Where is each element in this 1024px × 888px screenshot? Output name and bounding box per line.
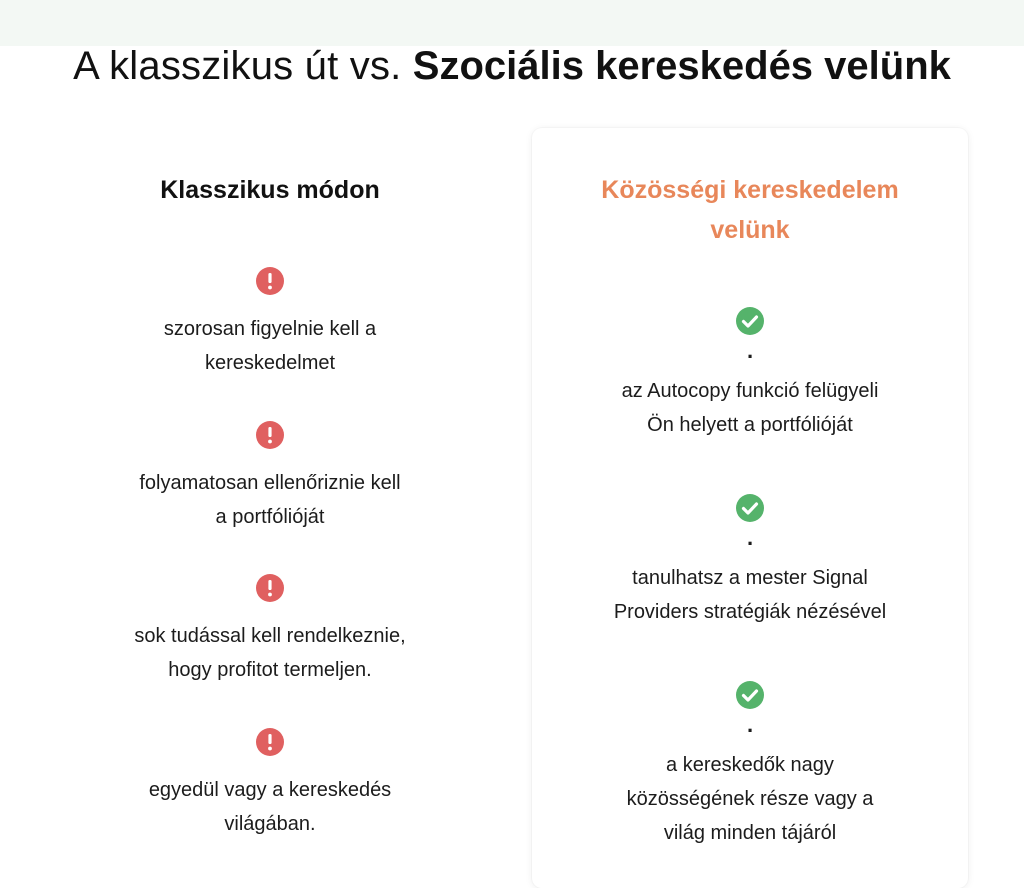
- classic-column-title: Klasszikus módon: [160, 176, 380, 204]
- classic-item-text: folyamatosan ellenőriznie kell a portfólióját: [139, 472, 401, 528]
- check-circle-icon: [735, 680, 765, 710]
- social-item: [532, 493, 968, 629]
- social-item-text: a kereskedők nagy közösségének része vagy a világ minden tájáról: [626, 754, 874, 844]
- exclamation-circle-icon: [255, 266, 285, 296]
- page-title: [0, 40, 1024, 92]
- page-title-bold: Szociális kereskedés velünk: [412, 44, 951, 88]
- social-item: [532, 680, 968, 850]
- social-item-dot: .: [746, 525, 754, 550]
- classic-item: [52, 573, 488, 687]
- social-item-text: tanulhatsz a mester Signal Providers stratégiák nézésével: [613, 567, 887, 623]
- social-item-dot: .: [746, 712, 754, 737]
- exclamation-circle-icon: [255, 420, 285, 450]
- exclamation-circle-icon: [255, 573, 285, 603]
- social-column: [532, 128, 968, 888]
- classic-item: [52, 420, 488, 534]
- classic-item-text: egyedül vagy a kereskedés világában.: [148, 779, 392, 835]
- social-item: [532, 306, 968, 442]
- page-title-light: A klasszikus út vs.: [73, 44, 413, 88]
- exclamation-circle-icon: [255, 727, 285, 757]
- classic-item: [52, 727, 488, 841]
- classic-item-text: sok tudással kell rendelkeznie, hogy profitot termeljen.: [134, 625, 406, 681]
- check-circle-icon: [735, 306, 765, 336]
- social-item-text: az Autocopy funkció felügyeli Ön helyett a portfólióját: [621, 380, 879, 436]
- classic-item: [52, 266, 488, 380]
- social-column-title: Közösségi kereskedelem velünk: [601, 176, 899, 244]
- check-circle-icon: [735, 493, 765, 523]
- social-item-dot: .: [746, 338, 754, 363]
- classic-item-text: szorosan figyelnie kell a kereskedelmet: [163, 318, 377, 374]
